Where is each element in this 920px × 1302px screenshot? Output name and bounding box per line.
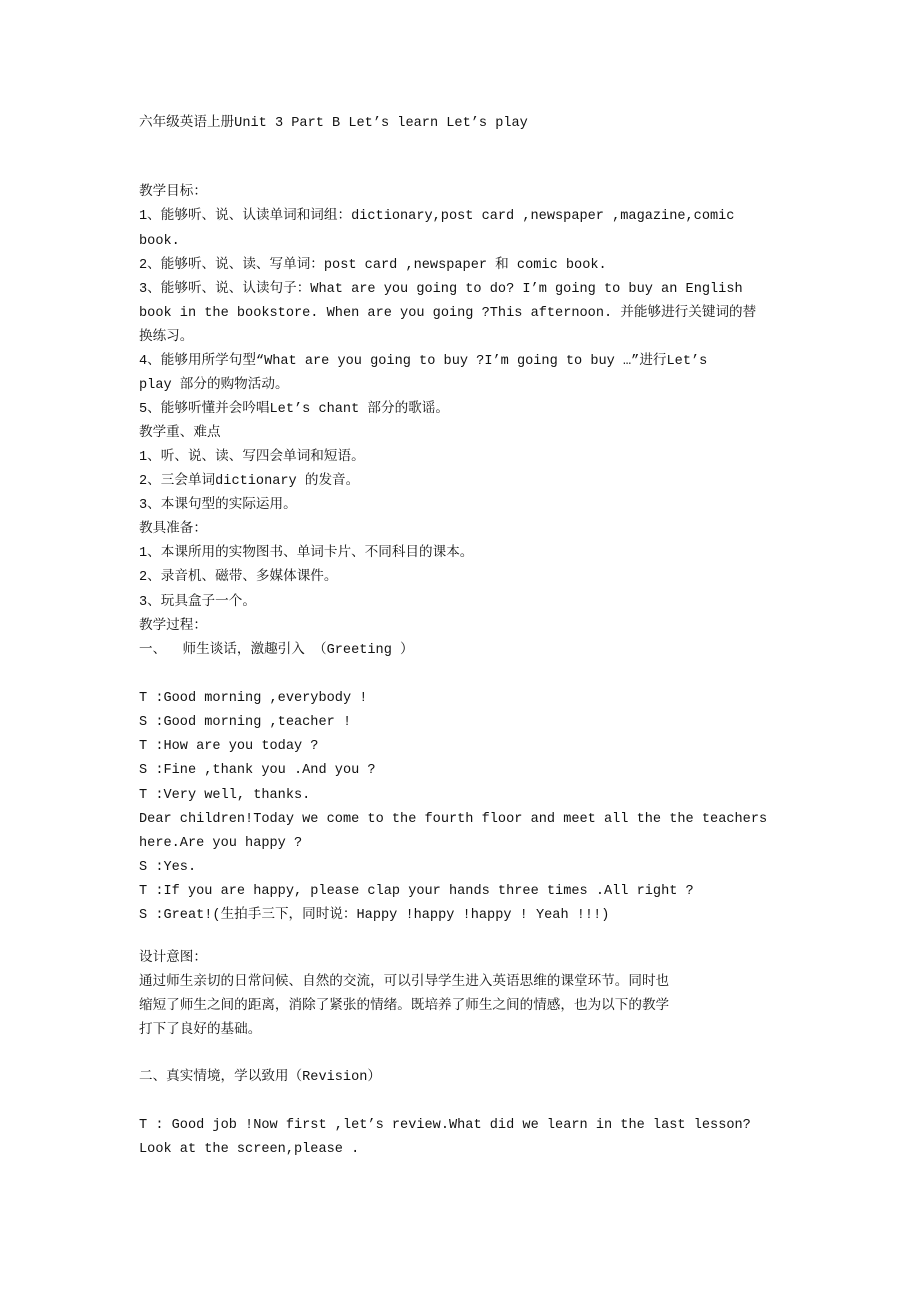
text-line: 3、本课句型的实际运用。 bbox=[139, 498, 297, 513]
text-line: 3、能够听、说、认读句子：What are you going to do? I’m going to buy an English bbox=[139, 282, 743, 297]
text-line: T : Good job !Now first ,let’s review.What did we learn in the last lesson? bbox=[139, 1118, 751, 1133]
text-line: T :Good morning ,everybody ! bbox=[139, 691, 368, 706]
text-line: 通过师生亲切的日常问候、自然的交流，可以引导学生进入英语思维的课堂环节。同时也 bbox=[139, 975, 670, 990]
text-line: T :If you are happy, please clap your hands three times .All right ? bbox=[139, 884, 694, 899]
text-line: 教具准备： bbox=[139, 522, 207, 537]
text-line: Dear children!Today we come to the fourth floor and meet all the the teachers bbox=[139, 812, 768, 827]
text-line: S :Good morning ,teacher ! bbox=[139, 715, 352, 730]
text-line: 换练习。 bbox=[139, 330, 194, 345]
text-line: 教学目标： bbox=[139, 185, 207, 200]
text-line: 一、 师生谈话，激趣引入 （Greeting ） bbox=[139, 643, 414, 658]
text-line: 3、玩具盒子一个。 bbox=[139, 595, 256, 610]
text-line: S :Yes. bbox=[139, 860, 197, 875]
text-line: 设计意图： bbox=[139, 951, 207, 966]
text-line: play 部分的购物活动。 bbox=[139, 378, 289, 393]
text-line: book. bbox=[139, 234, 180, 249]
text-line: Look at the screen,please . bbox=[139, 1142, 360, 1157]
document-title: 六年级英语上册Unit 3 Part B Let’s learn Let’s play bbox=[139, 116, 528, 131]
text-line: 2、三会单词dictionary 的发音。 bbox=[139, 474, 360, 489]
text-line: T :Very well, thanks. bbox=[139, 788, 311, 803]
text-line: 2、能够听、说、读、写单词：post card ,newspaper 和 comic book. bbox=[139, 258, 607, 273]
text-line: 1、能够听、说、认读单词和词组：dictionary,post card ,newspaper ,magazine,comic bbox=[139, 209, 735, 224]
text-line: 5、能够听懂并会吟唱Let’s chant 部分的歌谣。 bbox=[139, 402, 449, 417]
text-line: 打下了良好的基础。 bbox=[139, 1023, 262, 1038]
text-line: S :Fine ,thank you .And you ? bbox=[139, 763, 376, 778]
text-line: 2、录音机、磁带、多媒体课件。 bbox=[139, 570, 338, 585]
text-line: 4、能够用所学句型“What are you going to buy ?I’m going to buy …”进行Let’s bbox=[139, 354, 708, 369]
text-line: 缩短了师生之间的距离，消除了紧张的情绪。既培养了师生之间的情感，也为以下的教学 bbox=[139, 999, 670, 1014]
text-line: 1、本课所用的实物图书、单词卡片、不同科目的课本。 bbox=[139, 546, 474, 561]
text-line: 教学重、难点 bbox=[139, 426, 221, 441]
text-line: 1、听、说、读、写四会单词和短语。 bbox=[139, 450, 365, 465]
text-line: T :How are you today ? bbox=[139, 739, 319, 754]
text-line: 教学过程： bbox=[139, 619, 207, 634]
text-line: 二、真实情境，学以致用（Revision） bbox=[139, 1070, 381, 1085]
text-line: here.Are you happy ? bbox=[139, 836, 303, 851]
text-line: S :Great!(生拍手三下，同时说：Happy !happy !happy ! Yeah !!!) bbox=[139, 908, 610, 923]
text-line: book in the bookstore. When are you going ?This afternoon. 并能够进行关键词的替 bbox=[139, 306, 757, 321]
